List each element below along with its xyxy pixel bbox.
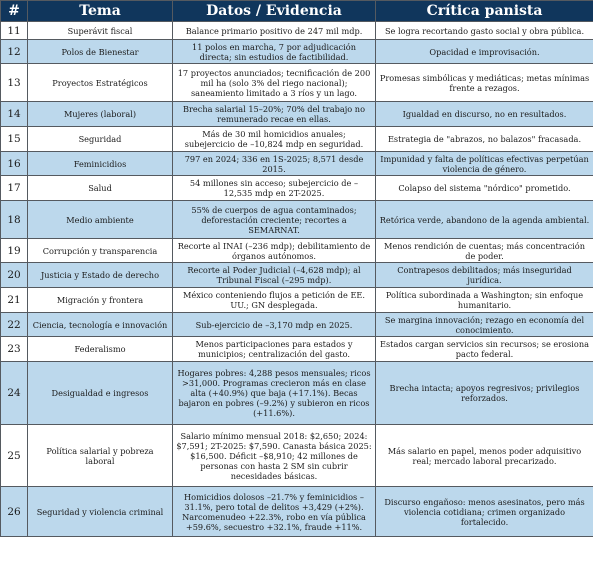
row-datos: Sub-ejercicio de –3,170 mdp en 2025. [173, 313, 376, 337]
row-tema: Feminicidios [28, 152, 173, 176]
header-row [1, 1, 593, 22]
row-critica: Más salario en papel, menos poder adquisitivo real; mercado laboral precarizado. [376, 425, 593, 487]
row-number: 20 [1, 263, 28, 288]
table-row [1, 64, 593, 102]
table-row [1, 487, 593, 537]
row-tema: Política salarial y pobreza laboral [28, 425, 173, 487]
row-critica: Opacidad e improvisación. [376, 40, 593, 64]
row-tema: Salud [28, 176, 173, 201]
row-tema: Medio ambiente [28, 201, 173, 239]
row-critica: Igualdad en discurso, no en resultados. [376, 102, 593, 127]
row-number: 15 [1, 127, 28, 152]
table-row [1, 176, 593, 201]
table-row [1, 102, 593, 127]
table-row [1, 239, 593, 263]
row-critica: Brecha intacta; apoyos regresivos; privilegios reforzados. [376, 362, 593, 425]
row-critica: Retórica verde, abandono de la agenda ambiental. [376, 201, 593, 239]
row-tema: Migración y frontera [28, 288, 173, 313]
table-row [1, 425, 593, 487]
header-number: # [1, 1, 28, 22]
row-critica: Contrapesos debilitados; más inseguridad jurídica. [376, 263, 593, 288]
row-number: 23 [1, 337, 28, 362]
row-critica: Se logra recortando gasto social y obra pública. [376, 22, 593, 40]
row-datos: 11 polos en marcha, 7 por adjudicación directa; sin estudios de factibilidad. [173, 40, 376, 64]
row-number: 12 [1, 40, 28, 64]
row-number: 14 [1, 102, 28, 127]
row-number: 21 [1, 288, 28, 313]
row-datos: Salario mínimo mensual 2018: $2,650; 2024: $7,591; 2T-2025: $7,590. Canasta básica 2025: $16,500. Déficit –$8,910; 42 millones de personas con hasta 2 SM sin cubrir necesidades básicas. [173, 425, 376, 487]
row-tema: Desigualdad e ingresos [28, 362, 173, 425]
row-datos: 54 millones sin acceso; subejercicio de –12,535 mdp en 2T-2025. [173, 176, 376, 201]
row-tema: Superávit fiscal [28, 22, 173, 40]
row-critica: Impunidad y falta de políticas efectivas perpetúan violencia de género. [376, 152, 593, 176]
row-critica: Colapso del sistema "nórdico" prometido. [376, 176, 593, 201]
row-tema: Federalismo [28, 337, 173, 362]
row-tema: Proyectos Estratégicos [28, 64, 173, 102]
row-number: 17 [1, 176, 28, 201]
row-critica: Discurso engañoso: menos asesinatos, pero más violencia cotidiana; crimen organizado fortalecido. [376, 487, 593, 537]
table-row [1, 22, 593, 40]
row-datos: Recorte al INAI (–236 mdp); debilitamiento de órganos autónomos. [173, 239, 376, 263]
row-tema: Mujeres (laboral) [28, 102, 173, 127]
row-datos: Brecha salarial 15–20%; 70% del trabajo no remunerado recae en ellas. [173, 102, 376, 127]
row-critica: Política subordinada a Washington; sin enfoque humanitario. [376, 288, 593, 313]
row-datos: 797 en 2024; 336 en 1S-2025; 8,571 desde 2015. [173, 152, 376, 176]
header-datos: Datos / Evidencia [173, 1, 376, 22]
row-datos: Menos participaciones para estados y municipios; centralización del gasto. [173, 337, 376, 362]
row-critica: Menos rendición de cuentas; más concentración de poder. [376, 239, 593, 263]
table-row [1, 337, 593, 362]
row-number: 13 [1, 64, 28, 102]
row-datos: Recorte al Poder Judicial (–4,628 mdp); al Tribunal Fiscal (–295 mdp). [173, 263, 376, 288]
row-tema: Seguridad [28, 127, 173, 152]
row-number: 19 [1, 239, 28, 263]
row-datos: 55% de cuerpos de agua contaminados; deforestación creciente; recortes a SEMARNAT. [173, 201, 376, 239]
row-critica: Promesas simbólicas y mediáticas; metas mínimas frente a rezagos. [376, 64, 593, 102]
row-number: 11 [1, 22, 28, 40]
row-critica: Estrategia de "abrazos, no balazos" fracasada. [376, 127, 593, 152]
row-number: 26 [1, 487, 28, 537]
row-number: 18 [1, 201, 28, 239]
table-row [1, 362, 593, 425]
row-datos: Más de 30 mil homicidios anuales; subejercicio de –10,824 mdp en seguridad. [173, 127, 376, 152]
row-tema: Corrupción y transparencia [28, 239, 173, 263]
row-datos: Hogares pobres: 4,288 pesos mensuales; ricos >31,000. Programas crecieron más en clase alta (+40.9%) que baja (+17.1%). Becas bajaron en pobres (–9.2%) y subieron en ricos (+11.6%). [173, 362, 376, 425]
table-row [1, 152, 593, 176]
row-critica: Estados cargan servicios sin recursos; se erosiona pacto federal. [376, 337, 593, 362]
row-tema: Seguridad y violencia criminal [28, 487, 173, 537]
row-number: 24 [1, 362, 28, 425]
row-critica: Se margina innovación; rezago en economía del conocimiento. [376, 313, 593, 337]
table-row [1, 313, 593, 337]
row-number: 16 [1, 152, 28, 176]
row-datos: México conteniendo flujos a petición de EE. UU.; GN desplegada. [173, 288, 376, 313]
row-tema: Justicia y Estado de derecho [28, 263, 173, 288]
table-row [1, 127, 593, 152]
row-number: 25 [1, 425, 28, 487]
table-row [1, 40, 593, 64]
table-row [1, 288, 593, 313]
table-row [1, 263, 593, 288]
row-datos: Homicidios dolosos –21.7% y feminicidios –31.1%, pero total de delitos +3,429 (+2%). Narcomenudeo +22.3%, robo en vía pública +59.6%, secuestro +32.1%, fraude +11%. [173, 487, 376, 537]
row-number: 22 [1, 313, 28, 337]
row-datos: Balance primario positivo de 247 mil mdp. [173, 22, 376, 40]
table-row [1, 201, 593, 239]
header-critica: Crítica panista [376, 1, 593, 22]
row-tema: Polos de Bienestar [28, 40, 173, 64]
row-tema: Ciencia, tecnología e innovación [28, 313, 173, 337]
row-datos: 17 proyectos anunciados; tecnificación de 200 mil ha (solo 3% del riego nacional); saneamiento limitado a 3 ríos y un lago. [173, 64, 376, 102]
header-tema: Tema [28, 1, 173, 22]
